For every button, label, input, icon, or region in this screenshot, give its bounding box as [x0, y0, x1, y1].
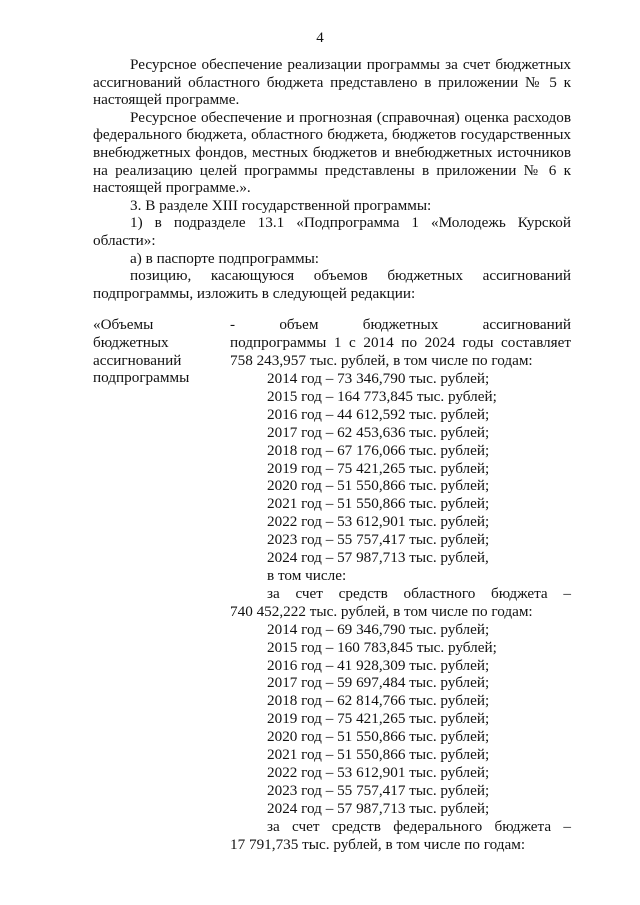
- regional-year-line: 2019 год – 75 421,265 тыс. рублей;: [267, 710, 490, 728]
- paragraph-resource-forecast: Ресурсное обеспечение и прогнозная (справочная) оценка расходов федерального бюджета, областного бюджета, бюджетов государственных внебюджетных фондов, местных бюджетов и внебюджетных источников на реализацию целей программы представлены в приложении № 6 к настоящей программе.».: [93, 108, 571, 197]
- regional-year-line: 2015 год – 160 783,845 тыс. рублей;: [267, 638, 497, 656]
- paragraph-subsection-line1: 1) в подразделе 13.1 «Подпрограмма 1 «Молодежь Курской: [130, 214, 571, 232]
- regional-year-line: 2023 год – 55 757,417 тыс. рублей;: [267, 781, 490, 799]
- federal-intro-line1: за счет средств федерального бюджета –: [267, 817, 571, 835]
- regional-intro-line2: 740 452,222 тыс. рублей, в том числе по годам:: [230, 602, 533, 620]
- total-year-line: 2020 год – 51 550,866 тыс. рублей;: [267, 477, 490, 495]
- total-year-line: 2024 год – 57 987,713 тыс. рублей,: [267, 549, 489, 567]
- paragraph-subsection-line2: области»:: [93, 231, 156, 249]
- document-body: [93, 56, 571, 854]
- paragraph-resource-regional: Ресурсное обеспечение реализации программы за счет бюджетных ассигнований областного бюджета представлено в приложении № 5 к настоящей программе.: [93, 56, 571, 109]
- total-year-line: 2019 год – 75 421,265 тыс. рублей;: [267, 459, 490, 477]
- total-intro-line2: подпрограммы 1 с 2014 по 2024 годы составляет: [230, 334, 571, 352]
- left-label-line: «Объемы: [93, 316, 154, 334]
- paragraph-position-line2: подпрограммы, изложить в следующей редакции:: [93, 284, 416, 302]
- budget-table: [93, 316, 571, 853]
- left-label-line: подпрограммы: [93, 369, 190, 387]
- regional-year-line: 2021 год – 51 550,866 тыс. рублей;: [267, 746, 490, 764]
- regional-intro-line1: за счет средств областного бюджета –: [267, 584, 571, 602]
- regional-year-line: 2022 год – 53 612,901 тыс. рублей;: [267, 763, 490, 781]
- table-left-column: [93, 316, 223, 386]
- regional-year-line: 2024 год – 57 987,713 тыс. рублей;: [267, 799, 490, 817]
- total-year-line: 2023 год – 55 757,417 тыс. рублей;: [267, 531, 490, 549]
- total-intro-line3: 758 243,957 тыс. рублей, в том числе по годам:: [230, 352, 533, 370]
- total-year-line: 2018 год – 67 176,066 тыс. рублей;: [267, 441, 490, 459]
- total-year-line: 2014 год – 73 346,790 тыс. рублей;: [267, 370, 490, 388]
- regional-year-line: 2017 год – 59 697,484 тыс. рублей;: [267, 674, 490, 692]
- total-year-line: 2017 год – 62 453,636 тыс. рублей;: [267, 423, 490, 441]
- page-number: 4: [316, 30, 324, 46]
- paragraph-section-xiii: 3. В разделе XIII государственной программы:: [130, 196, 432, 214]
- federal-intro-line2: 17 791,735 тыс. рублей, в том числе по годам:: [230, 835, 526, 853]
- left-label-line: ассигнований: [93, 351, 182, 369]
- paragraph-passport: а) в паспорте подпрограммы:: [130, 249, 319, 267]
- total-year-line: 2021 год – 51 550,866 тыс. рублей;: [267, 495, 490, 513]
- left-label-line: бюджетных: [93, 333, 169, 351]
- in-that-line: в том числе:: [267, 567, 347, 584]
- total-year-line: 2016 год – 44 612,592 тыс. рублей;: [267, 405, 490, 423]
- regional-year-line: 2020 год – 51 550,866 тыс. рублей;: [267, 728, 490, 746]
- regional-year-line: 2014 год – 69 346,790 тыс. рублей;: [267, 620, 490, 638]
- table-right-column: [230, 316, 571, 853]
- total-intro-line1: - объем бюджетных ассигнований: [230, 316, 571, 334]
- total-year-line: 2015 год – 164 773,845 тыс. рублей;: [267, 387, 497, 405]
- regional-year-line: 2018 год – 62 814,766 тыс. рублей;: [267, 692, 490, 710]
- paragraph-position-line1: позицию, касающуюся объемов бюджетных ассигнований: [130, 267, 571, 285]
- regional-year-line: 2016 год – 41 928,309 тыс. рублей;: [267, 656, 490, 674]
- total-year-line: 2022 год – 53 612,901 тыс. рублей;: [267, 513, 490, 531]
